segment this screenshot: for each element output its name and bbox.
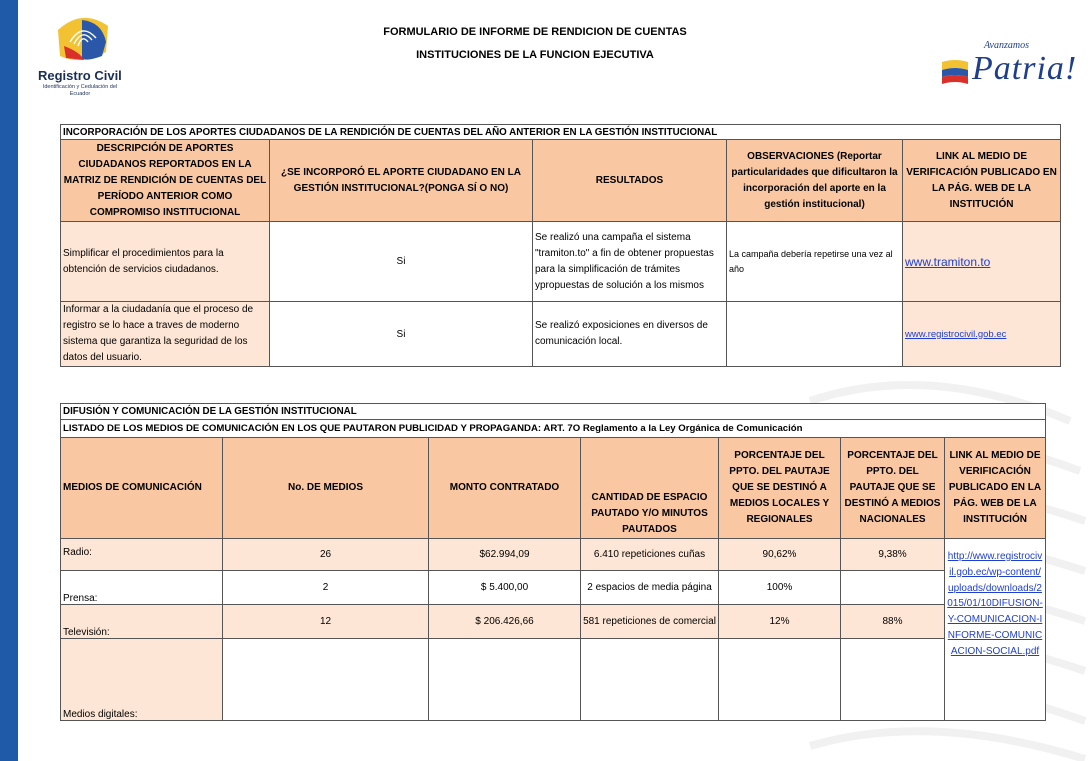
table1-header-observaciones: OBSERVACIONES (Reportar particularidades que dificultaron la incorporación del aporte en la gestión institucional) bbox=[727, 140, 903, 222]
registro-civil-tagline: Identificación y Cedulación del Ecuador bbox=[42, 84, 118, 97]
table-row bbox=[61, 539, 1046, 571]
medio-digitales: Medios digitales: bbox=[61, 639, 223, 721]
prensa-cantidad: 2 espacios de media página bbox=[581, 571, 719, 605]
row2-incorporo: Si bbox=[270, 302, 533, 367]
television-monto: $ 206.426,66 bbox=[429, 605, 581, 639]
logo-small-text: Avanzamos bbox=[984, 40, 1029, 51]
radio-nacional: 9,38% bbox=[841, 539, 945, 571]
table1-header-link: LINK AL MEDIO DE VERIFICACIÓN PUBLICADO EN LA PÁG. WEB DE LA INSTITUCIÓN bbox=[903, 140, 1061, 222]
television-local: 12% bbox=[719, 605, 841, 639]
table2-title: DIFUSIÓN Y COMUNICACIÓN DE LA GESTIÓN INSTITUCIONAL bbox=[61, 404, 1046, 420]
medio-television: Televisión: bbox=[61, 605, 223, 639]
table-row bbox=[61, 222, 1061, 302]
row1-observaciones: La campaña debería repetirse una vez al año bbox=[727, 222, 903, 302]
table1-header-descripcion: DESCRIPCIÓN DE APORTES CIUDADANOS REPORTADOS EN LA MATRIZ DE RENDICIÓN DE CUENTAS DEL PERÍODO ANTERIOR COMO COMPROMISO INSTITUCIONAL bbox=[61, 140, 270, 222]
row1-link[interactable]: www.tramiton.to bbox=[905, 254, 991, 269]
television-nacional: 88% bbox=[841, 605, 945, 639]
form-subtitle: INSTITUCIONES DE LA FUNCION EJECUTIVA bbox=[416, 49, 654, 61]
aportes-ciudadanos-table bbox=[60, 124, 1061, 367]
avanzamos-patria-logo bbox=[940, 36, 1078, 96]
row2-descripcion: Informar a la ciudadanía que el proceso de registro se lo hace a traves de moderno sistema que garantiza la seguridad de los datos del usuario. bbox=[61, 302, 270, 367]
medio-prensa: Prensa: bbox=[61, 571, 223, 605]
television-cantidad: 581 repeticiones de comercial bbox=[581, 605, 719, 639]
form-title: FORMULARIO DE INFORME DE RENDICION DE CUENTAS bbox=[383, 26, 687, 38]
digitales-cantidad bbox=[581, 639, 719, 721]
row2-observaciones bbox=[727, 302, 903, 367]
table1-title: INCORPORACIÓN DE LOS APORTES CIUDADANOS DE LA RENDICIÓN DE CUENTAS DEL AÑO ANTERIOR EN LA GESTIÓN INSTITUCIONAL bbox=[61, 125, 1061, 140]
television-numero: 12 bbox=[223, 605, 429, 639]
registro-civil-name: Registro Civil bbox=[38, 68, 122, 83]
radio-monto: $62.994,09 bbox=[429, 539, 581, 571]
row1-descripcion: Simplificar el procedimientos para la obtención de servicios ciudadanos. bbox=[61, 222, 270, 302]
logo-big-text: Patria! bbox=[972, 50, 1078, 87]
prensa-local: 100% bbox=[719, 571, 841, 605]
table2-header-local: PORCENTAJE DEL PPTO. DEL PAUTAJE QUE SE DESTINÓ A MEDIOS LOCALES Y REGIONALES bbox=[719, 438, 841, 539]
row1-resultados: Se realizó una campaña el sistema "tramiton.to" a fin de obtener propuestas para la simplificación de trámites ypropuestas de solución a los mismos bbox=[533, 222, 727, 302]
radio-cantidad: 6.410 repeticiones cuñas bbox=[581, 539, 719, 571]
table2-subtitle: LISTADO DE LOS MEDIOS DE COMUNICACIÓN EN LOS QUE PAUTARON PUBLICIDAD Y PROPAGANDA: ART. 7O Reglamento a la Ley Orgánica de Comunicación bbox=[61, 420, 1046, 438]
radio-local: 90,62% bbox=[719, 539, 841, 571]
table2-header-cantidad: CANTIDAD DE ESPACIO PAUTADO Y/O MINUTOS PAUTADOS bbox=[581, 438, 719, 539]
table1-header-resultados: RESULTADOS bbox=[533, 140, 727, 222]
row2-resultados: Se realizó exposiciones en diversos de comunicación local. bbox=[533, 302, 727, 367]
digitales-numero bbox=[223, 639, 429, 721]
table1-header-incorporo: ¿SE INCORPORÓ EL APORTE CIUDADANO EN LA GESTIÓN INSTITUCIONAL?(PONGA SÍ O NO) bbox=[270, 140, 533, 222]
table2-header-numero: No. DE MEDIOS bbox=[223, 438, 429, 539]
digitales-monto bbox=[429, 639, 581, 721]
ecuador-flag-icon bbox=[940, 58, 970, 86]
row1-incorporo: Si bbox=[270, 222, 533, 302]
table-row bbox=[61, 571, 1046, 605]
table2-header-link: LINK AL MEDIO DE VERIFICACIÓN PUBLICADO EN LA PÁG. WEB DE LA INSTITUCIÓN bbox=[945, 438, 1046, 539]
difusion-link[interactable]: http://www.registrocivil.gob.ec/wp-content/uploads/downloads/2015/01/10DIFUSION-Y-COMUNICACION-INFORME-COMUNICACION-SOCIAL.pdf bbox=[947, 551, 1043, 657]
table-row bbox=[61, 639, 1046, 721]
left-accent-bar bbox=[0, 0, 18, 761]
digitales-local bbox=[719, 639, 841, 721]
fingerprint-icon bbox=[52, 12, 112, 64]
medio-radio: Radio: bbox=[61, 539, 223, 571]
prensa-monto: $ 5.400,00 bbox=[429, 571, 581, 605]
difusion-comunicacion-table bbox=[60, 403, 1046, 721]
table-row bbox=[61, 302, 1061, 367]
table2-header-medios: MEDIOS DE COMUNICACIÓN bbox=[61, 438, 223, 539]
registro-civil-logo bbox=[30, 12, 122, 108]
table2-header-monto: MONTO CONTRATADO bbox=[429, 438, 581, 539]
digitales-nacional bbox=[841, 639, 945, 721]
prensa-numero: 2 bbox=[223, 571, 429, 605]
prensa-nacional bbox=[841, 571, 945, 605]
table2-header-nacional: PORCENTAJE DEL PPTO. DEL PAUTAJE QUE SE DESTINÓ A MEDIOS NACIONALES bbox=[841, 438, 945, 539]
radio-numero: 26 bbox=[223, 539, 429, 571]
row2-link[interactable]: www.registrocivil.gob.ec bbox=[905, 328, 1007, 340]
table-row bbox=[61, 605, 1046, 639]
